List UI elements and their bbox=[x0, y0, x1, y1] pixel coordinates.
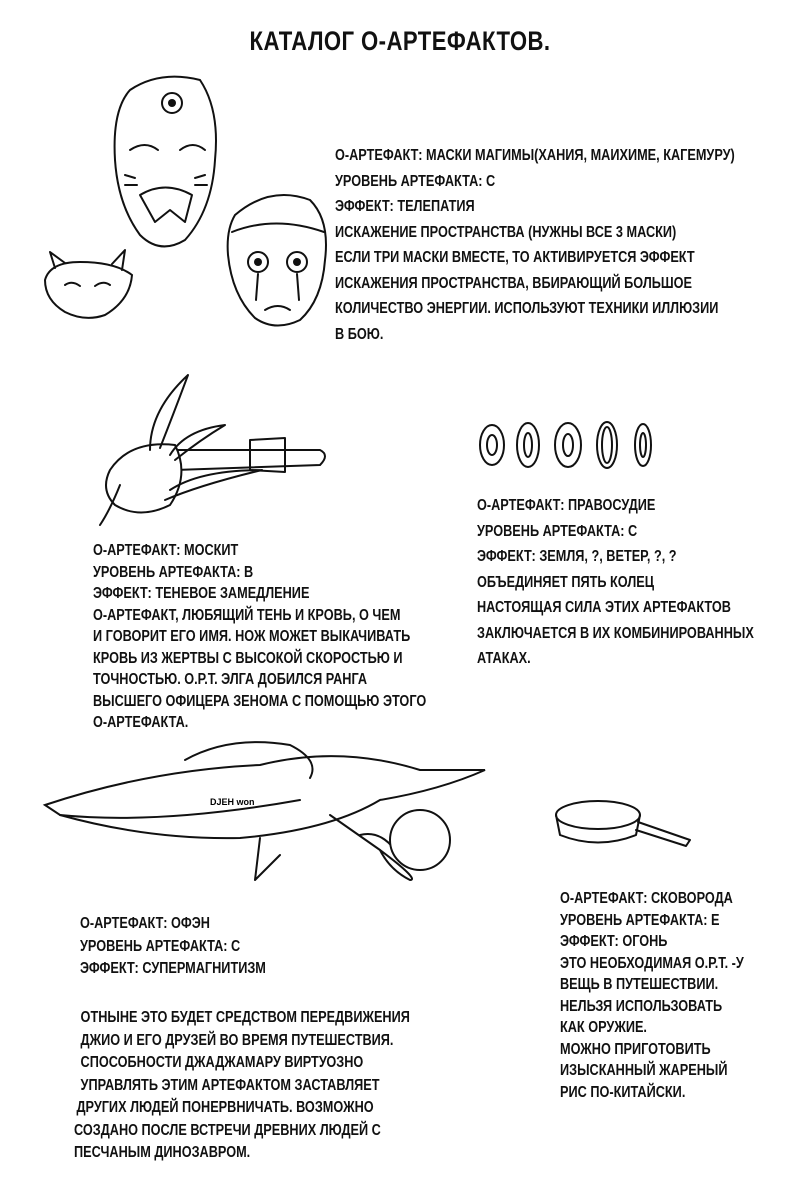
text-line: УРОВЕНЬ АРТЕФАКТА: С bbox=[335, 172, 496, 190]
text-line: УРОВЕНЬ АРТЕФАКТА: Е bbox=[560, 911, 720, 929]
text-line: РИС ПО-КИТАЙСКИ. bbox=[560, 1083, 686, 1101]
pravosudie-description bbox=[477, 493, 754, 672]
text-line: УРОВЕНЬ АРТЕФАКТА: С bbox=[477, 522, 638, 540]
text-line: НЕЛЬЗЯ ИСПОЛЬЗОВАТЬ bbox=[560, 997, 723, 1015]
text-line: СПОСОБНОСТИ ДЖАДЖАМАРУ ВИРТУОЗНО bbox=[80, 1054, 364, 1071]
text-line: СОЗДАНО ПОСЛЕ ВСТРЕЧИ ДРЕВНИХ ЛЮДЕЙ С bbox=[74, 1121, 381, 1139]
text-line: ВЫСШЕГО ОФИЦЕРА ЗЕНОМА С ПОМОЩЬЮ ЭТОГО bbox=[93, 692, 427, 710]
skovoroda-description bbox=[560, 888, 744, 1103]
crying-mask-illustration bbox=[228, 195, 326, 326]
text-line: О-АРТЕФАКТА. bbox=[93, 714, 189, 731]
text-line: МОЖНО ПРИГОТОВИТЬ bbox=[560, 1040, 711, 1058]
text-line: ИСКАЖЕНИЯ ПРОСТРАНСТВА, ВБИРАЮЩИЙ БОЛЬШОЕ bbox=[335, 274, 693, 292]
text-line: О-АРТЕФАКТ: МАСКИ МАГИМЫ(ХАНИЯ, МАИХИМЕ, КАГЕМУРУ) bbox=[335, 147, 735, 164]
text-line: ЭТО НЕОБХОДИМАЯ О.Р.Т. -У bbox=[560, 954, 744, 972]
text-line: ИЗЫСКАННЫЙ ЖАРЕНЫЙ bbox=[560, 1062, 728, 1079]
text-line: ДРУГИХ ЛЮДЕЙ ПОНЕРВНИЧАТЬ. ВОЗМОЖНО bbox=[76, 1099, 374, 1116]
text-line: ЭФФЕКТ: ТЕЛЕПАТИЯ bbox=[335, 198, 475, 215]
text-line: О-АРТЕФАКТ: МОСКИТ bbox=[93, 542, 239, 559]
page-title: КАТАЛОГ О-АРТЕФАКТОВ. bbox=[249, 26, 551, 56]
masks-description bbox=[335, 143, 735, 347]
moskit-knife-illustration bbox=[100, 375, 325, 525]
text-line: ОБЪЕДИНЯЕТ ПЯТЬ КОЛЕЦ bbox=[477, 573, 655, 591]
text-line: КОЛИЧЕСТВО ЭНЕРГИИ. ИСПОЛЬЗУЮТ ТЕХНИКИ ИЛЛЮЗИИ bbox=[335, 300, 719, 317]
text-line: КРОВЬ ИЗ ЖЕРТВЫ С ВЫСОКОЙ СКОРОСТЬЮ И bbox=[93, 649, 403, 667]
text-line: УПРАВЛЯТЬ ЭТИМ АРТЕФАКТОМ ЗАСТАВЛЯЕТ bbox=[80, 1076, 380, 1094]
text-line: ЭФФЕКТ: ЗЕМЛЯ, ?, ВЕТЕР, ?, ? bbox=[477, 548, 677, 565]
text-line: О-АРТЕФАКТ: СКОВОРОДА bbox=[560, 890, 733, 907]
text-line: О-АРТЕФАКТ: ПРАВОСУДИЕ bbox=[477, 497, 656, 514]
text-line: ОТНЫНЕ ЭТО БУДЕТ СРЕДСТВОМ ПЕРЕДВИЖЕНИЯ bbox=[80, 1009, 410, 1026]
text-line: И ГОВОРИТ ЕГО ИМЯ. НОЖ МОЖЕТ ВЫКАЧИВАТЬ bbox=[93, 628, 411, 645]
text-line: КАК ОРУЖИЕ. bbox=[560, 1019, 647, 1036]
frying-pan-illustration bbox=[556, 801, 690, 846]
text-line: ТОЧНОСТЬЮ. О.Р.Т. ЭЛГА ДОБИЛСЯ РАНГА bbox=[93, 671, 368, 688]
text-line: О-АРТЕФАКТ, ЛЮБЯЩИЙ ТЕНЬ И КРОВЬ, О ЧЕМ bbox=[93, 606, 401, 624]
moskit-description bbox=[93, 540, 426, 734]
text-line: В БОЮ. bbox=[335, 325, 384, 343]
text-line: АТАКАХ. bbox=[477, 650, 531, 667]
text-line: ЭФФЕКТ: СУПЕРМАГНИТИЗМ bbox=[80, 960, 266, 977]
text-line: ЭФФЕКТ: ОГОНЬ bbox=[560, 933, 668, 950]
text-line: ЗАКЛЮЧАЕТСЯ В ИХ КОМБИНИРОВАННЫХ bbox=[477, 624, 754, 642]
vehicle-label: DJEH won bbox=[210, 797, 255, 807]
text-line: ВЕЩЬ В ПУТЕШЕСТВИИ. bbox=[560, 976, 719, 993]
ofen-header bbox=[80, 913, 266, 981]
text-line: ПЕСЧАНЫМ ДИНОЗАВРОМ. bbox=[74, 1144, 251, 1161]
text-line: ДЖИО И ЕГО ДРУЗЕЙ ВО ВРЕМЯ ПУТЕШЕСТВИЯ. bbox=[80, 1031, 394, 1049]
text-line: УРОВЕНЬ АРТЕФАКТА: В bbox=[93, 563, 254, 581]
text-line: ЕСЛИ ТРИ МАСКИ ВМЕСТЕ, ТО АКТИВИРУЕТСЯ ЭФФЕКТ bbox=[335, 249, 695, 266]
text-line: УРОВЕНЬ АРТЕФАКТА: С bbox=[80, 937, 241, 955]
oni-mask-illustration bbox=[115, 77, 216, 247]
text-line: О-АРТЕФАКТ: ОФЭН bbox=[80, 915, 210, 932]
ofen-description bbox=[74, 1007, 410, 1165]
horned-mask-illustration bbox=[45, 250, 132, 318]
text-line: ИСКАЖЕНИЕ ПРОСТРАНСТВА (НУЖНЫ ВСЕ 3 МАСКИ) bbox=[335, 223, 677, 241]
text-line: ЭФФЕКТ: ТЕНЕВОЕ ЗАМЕДЛЕНИЕ bbox=[93, 585, 310, 602]
magnet-sphere-illustration bbox=[390, 810, 450, 870]
five-rings-illustration bbox=[480, 422, 651, 468]
text-line: НАСТОЯЩАЯ СИЛА ЭТИХ АРТЕФАКТОВ bbox=[477, 599, 731, 616]
